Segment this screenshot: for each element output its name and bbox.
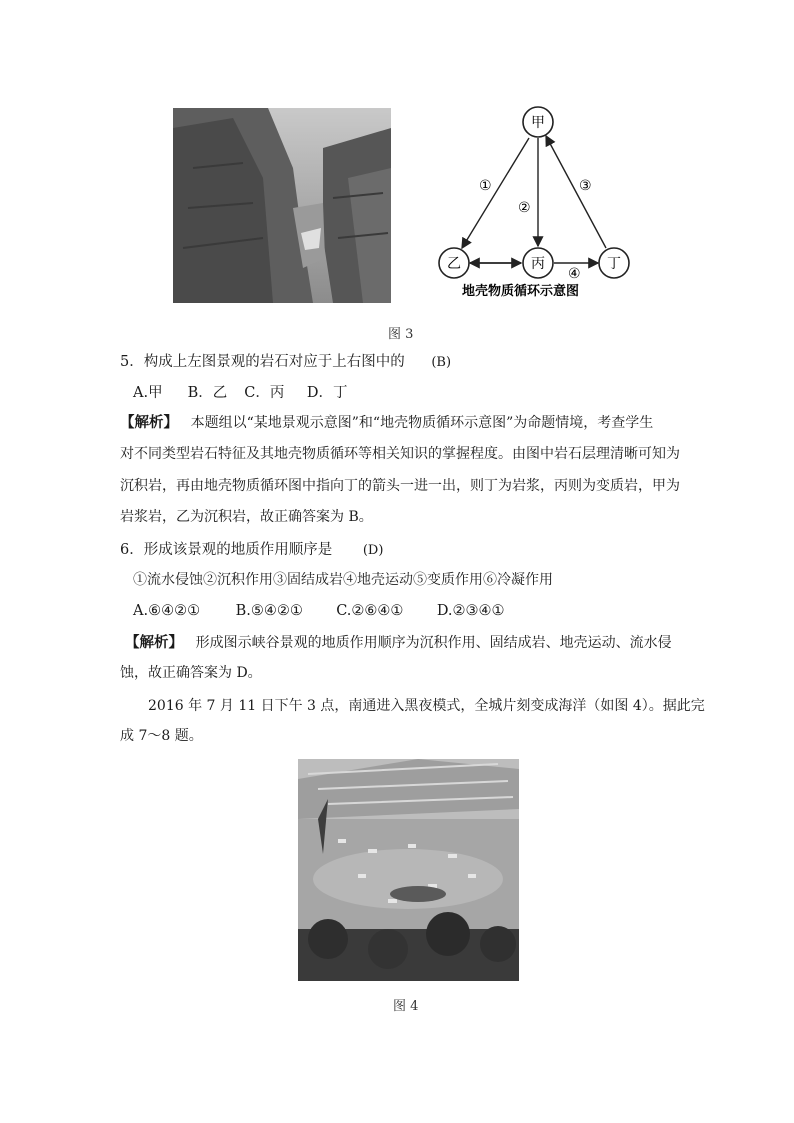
q6-option-d: D.②③④①: [436, 603, 505, 619]
q6-option-b: B.⑤④②①: [235, 603, 303, 619]
q6-analysis-label: 【解析】: [125, 634, 183, 651]
svg-text:甲: 甲: [531, 115, 545, 131]
intro-line-1: 2016 年 7 月 11 日下午 3 点，南通进入黑夜模式，全城片刻变成海洋（如图 4）。据此完: [148, 698, 705, 714]
q5-analysis-line-3: 沉积岩，再由地壳物质循环图中指向丁的箭头一进一出，则丁为岩浆，丙则为变质岩，甲为: [120, 478, 680, 494]
q5-analysis-text-1: 本题组以“某地景观示意图”和“地壳物质循环示意图”为命题情境，考查学生: [190, 415, 654, 431]
q6-option-c: C.②⑥④①: [336, 603, 404, 619]
q5-question-row: [120, 352, 451, 373]
q5-option-a: A.甲: [133, 385, 163, 401]
q6-analysis-line-2: 蚀，故正确答案为 D。: [120, 665, 262, 681]
svg-text:乙: 乙: [447, 256, 461, 272]
q6-option-a: A.⑥④②①: [133, 603, 201, 619]
q6-question: 6．形成该景观的地质作用顺序是: [120, 542, 333, 558]
node-yi: [439, 248, 469, 278]
q5-analysis-line-1: [120, 413, 653, 433]
crust-cycle-diagram: [432, 102, 632, 302]
q5-analysis-label: 【解析】: [120, 414, 178, 431]
q5-option-b: B．乙: [187, 385, 228, 401]
arrow-ding-to-jia: [546, 136, 606, 248]
diagram-title: 地壳物质循环示意图: [462, 284, 580, 299]
arrow-label-1: ①: [479, 178, 492, 194]
arrow-label-4: ④: [568, 266, 581, 282]
q6-options: [133, 601, 505, 621]
q5-analysis-line-4: 岩浆岩，乙为沉积岩，故正确答案为 B。: [120, 509, 373, 525]
canyon-photo-graphic: [173, 108, 391, 303]
q5-question: 5．构成上左图景观的岩石对应于上右图中的: [120, 354, 405, 370]
q5-option-c: C．丙: [244, 385, 285, 401]
canyon-photo: [173, 108, 391, 303]
arrow-label-3: ③: [579, 178, 592, 194]
q6-items: ①流水侵蚀②沉积作用③固结成岩④地壳运动⑤变质作用⑥冷凝作用: [133, 572, 553, 588]
q6-analysis-text-1: 形成图示峡谷景观的地质作用顺序为沉积作用、固结成岩、地壳运动、流水侵: [195, 635, 672, 651]
figure4-caption: 图 4: [393, 999, 419, 1014]
intro-line-2: 成 7～8 题。: [120, 728, 203, 744]
q5-answer: (B): [431, 355, 452, 370]
flood-photo: [298, 759, 519, 981]
node-bing: [523, 248, 553, 278]
q6-question-row: [120, 540, 383, 561]
q5-options: [133, 383, 347, 403]
q6-analysis-line-1: [125, 633, 672, 653]
q5-analysis-line-2: 对不同类型岩石特征及其地壳物质循环等相关知识的掌握程度。由图中岩石层理清晰可知为: [120, 446, 680, 462]
node-ding: [599, 248, 629, 278]
figure3-caption: 图 3: [388, 327, 414, 342]
q6-answer: (D): [362, 543, 384, 558]
arrow-label-2: ②: [518, 200, 531, 216]
svg-text:丙: 丙: [531, 256, 545, 272]
node-jia: [523, 107, 553, 137]
arrow-jia-to-yi: [462, 138, 529, 248]
flood-photo-graphic: [298, 759, 519, 981]
svg-text:丁: 丁: [607, 256, 621, 272]
q5-option-d: D．丁: [306, 385, 348, 401]
